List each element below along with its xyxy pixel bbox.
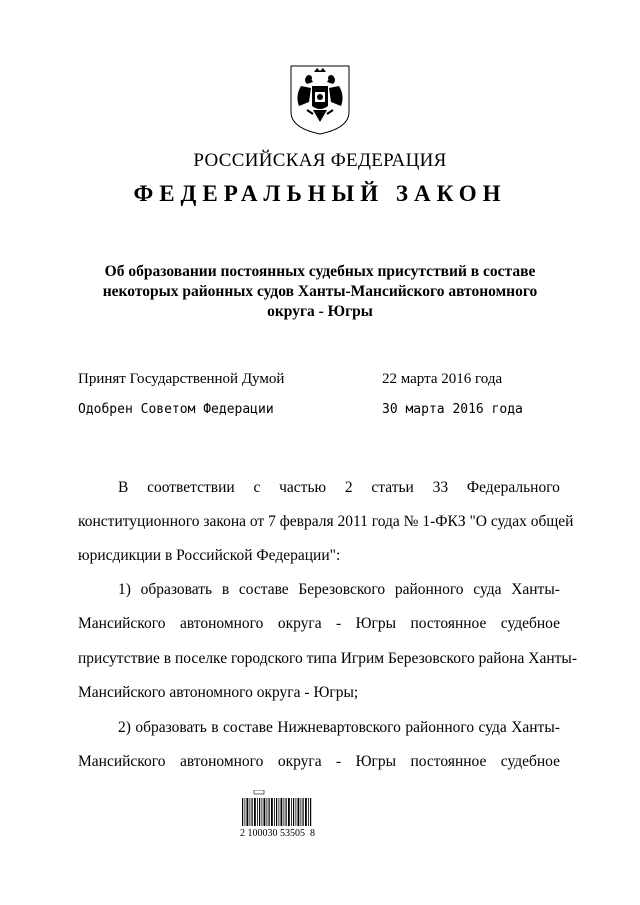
item-1-line: Мансийского автономного округа - Югры; <box>78 684 359 701</box>
word: составе <box>238 581 289 598</box>
council-approval-label: Одобрен Советом Федерации <box>78 402 274 417</box>
body-line <box>118 478 560 498</box>
word: автономного <box>179 615 264 632</box>
word: в <box>221 581 230 598</box>
law-title <box>90 262 550 322</box>
word: Мансийского <box>78 615 166 632</box>
barcode-icon <box>240 790 314 828</box>
word: округа <box>277 615 322 632</box>
word: - <box>336 753 342 770</box>
law-title-line: округа - Югры <box>267 303 373 320</box>
law-title-line: некоторых районных судов Ханты-Мансийского автономного <box>102 283 538 300</box>
word: составе <box>223 719 273 736</box>
word: статьи <box>371 479 414 496</box>
item-2-line <box>118 718 560 738</box>
word: Мансийского <box>78 753 166 770</box>
russian-coat-of-arms-icon <box>287 62 353 136</box>
item-1-line <box>78 614 560 634</box>
word: образовать <box>140 581 213 598</box>
document-type: ФЕДЕРАЛЬНЫЙ ЗАКОН <box>133 181 507 206</box>
word: в <box>211 719 219 736</box>
word: 2) <box>118 719 131 736</box>
word: Березовского <box>298 581 386 598</box>
word: округа <box>277 753 322 770</box>
word: суда <box>478 719 507 736</box>
word: образовать <box>135 719 207 736</box>
law-title-line: Об образовании постоянных судебных присутствий в составе <box>104 263 536 280</box>
word: 2 <box>344 479 353 496</box>
word: автономного <box>179 753 264 770</box>
word: Нижневартовского <box>277 719 401 736</box>
duma-adoption-date: 22 марта 2016 года <box>382 371 503 387</box>
word: частью <box>279 479 327 496</box>
item-2-line <box>78 752 560 772</box>
word: 33 <box>432 479 449 496</box>
barcode-number: 2 100030 53505 8 <box>240 828 315 839</box>
word: районного <box>405 719 475 736</box>
word: районного <box>394 581 464 598</box>
body-line: юрисдикции в Российской Федерации": <box>78 547 341 564</box>
word: судебное <box>500 753 560 770</box>
word: Югры <box>355 753 397 770</box>
country-name: РОССИЙСКАЯ ФЕДЕРАЦИЯ <box>193 150 447 171</box>
duma-adoption-label: Принят Государственной Думой <box>78 371 285 387</box>
word: Югры <box>355 615 397 632</box>
word: - <box>336 615 342 632</box>
word: Ханты- <box>511 719 560 736</box>
word: Федерального <box>466 479 560 496</box>
word: постоянное <box>410 753 487 770</box>
item-1-line: присутствие в поселке городского типа Игрим Березовского района Ханты- <box>78 650 578 667</box>
word: В <box>118 479 129 496</box>
word: Ханты- <box>511 581 560 598</box>
word: постоянное <box>410 615 487 632</box>
council-approval-date: 30 марта 2016 года <box>382 402 523 417</box>
word: судебное <box>500 615 560 632</box>
body-line: конституционного закона от 7 февраля 2011 года № 1-ФКЗ "О судах общей <box>78 513 574 530</box>
word: соответствии <box>147 479 235 496</box>
word: суда <box>473 581 502 598</box>
word: 1) <box>118 581 131 598</box>
item-1-line <box>118 580 560 600</box>
word: с <box>253 479 261 496</box>
